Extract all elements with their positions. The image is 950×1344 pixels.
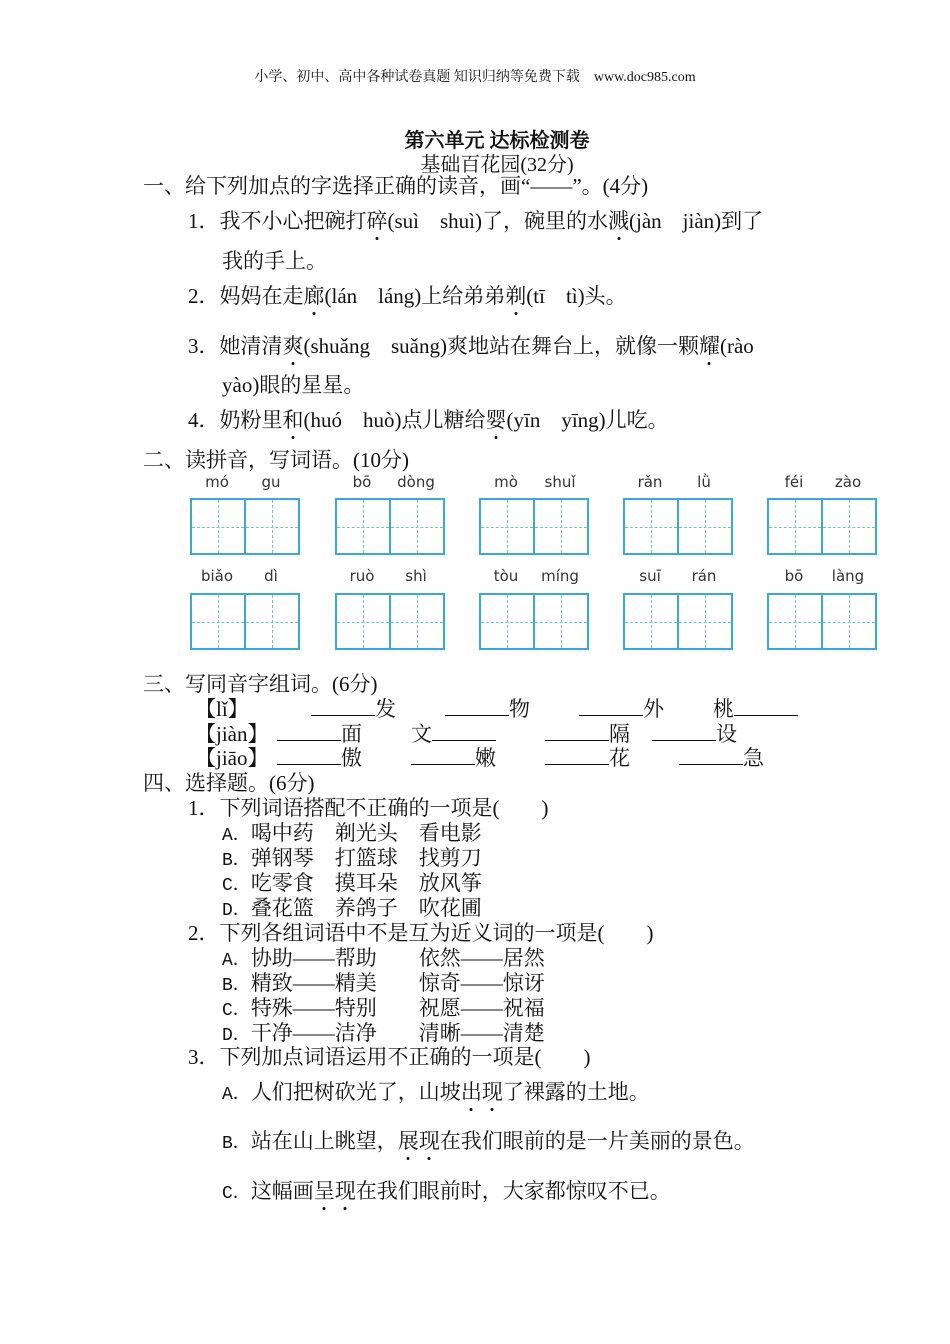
option-text: 人们把树砍光了，山坡 [250, 1080, 461, 1104]
option-text: 喝中药 剃光头 看电影 [250, 821, 482, 845]
pinyin-syllable: shuǐ [544, 473, 576, 491]
writing-grid[interactable] [767, 498, 877, 555]
dotted-char: 现 [418, 1129, 440, 1153]
grid-cell[interactable] [769, 500, 821, 553]
s1-question-3-cont: yào)眼的星星。 [222, 373, 365, 397]
answer-blank[interactable] [277, 746, 341, 765]
dotted-char: 廊 [303, 284, 325, 308]
writing-grid[interactable] [623, 498, 733, 555]
pinyin-label: 【lǐ】 [195, 697, 249, 721]
option-text: 精致——精美 惊奇——惊讶 [250, 971, 545, 995]
pinyin-syllable: bō [784, 567, 804, 585]
s1-question-1 [188, 208, 763, 234]
section1-heading: 一、给下列加点的字选择正确的读音，画“——”。(4分) [143, 174, 649, 198]
grid-cell[interactable] [533, 500, 587, 553]
writing-grid[interactable] [767, 593, 877, 650]
grid-cell[interactable] [337, 595, 389, 648]
option-text: 站在山上眺望， [250, 1129, 398, 1153]
s4-question-2-stem: 2．下列各组词语中不是互为近义词的一项是( ) [188, 921, 654, 945]
option-text: 在我们眼前的是一片美丽的景色。 [439, 1129, 755, 1153]
dotted-char: 剃 [505, 284, 527, 308]
dotted-char: 耀 [698, 334, 720, 358]
grid-cell[interactable] [769, 595, 821, 648]
text: (lán láng)上给弟弟 [324, 284, 506, 308]
text: (shuǎng suǎng)爽地站在舞台上，就像一颗 [303, 334, 699, 358]
grid-cell[interactable] [192, 595, 244, 648]
option-letter: A． [222, 1085, 251, 1105]
text: (yīn yīng)儿吃。 [506, 408, 669, 432]
answer-blank[interactable] [545, 746, 609, 765]
option-text: 弹钢琴 打篮球 找剪刀 [250, 846, 482, 870]
option-text: 吃零食 摸耳朵 放风筝 [250, 871, 482, 895]
s3-row-jiao [195, 745, 764, 771]
option-letter: A． [222, 826, 251, 846]
pinyin-label: 【jiàn】 [195, 722, 269, 746]
text: 妈妈在走 [219, 284, 304, 308]
option-letter: B． [222, 851, 251, 871]
option-letter: C． [222, 876, 251, 896]
grid-cell[interactable] [244, 500, 298, 553]
pinyin-syllable: shì [405, 567, 427, 585]
pinyin-syllable: suī [639, 567, 661, 585]
dotted-word [398, 1129, 440, 1153]
answer-blank[interactable] [679, 746, 743, 765]
option-letter: C． [222, 1001, 251, 1021]
grid-cell[interactable] [821, 595, 875, 648]
pinyin-syllable: zào [834, 473, 862, 491]
writing-grid[interactable] [623, 593, 733, 650]
grid-cell[interactable] [481, 500, 533, 553]
text: (jàn jiàn)到了 [629, 209, 764, 233]
answer-blank[interactable] [311, 697, 375, 716]
option-text: 这幅画 [250, 1179, 314, 1203]
pinyin-syllable: ruò [349, 567, 375, 585]
dotted-char: 爽 [282, 334, 304, 358]
word-char: 外 [643, 697, 664, 721]
text: 她清清 [219, 334, 283, 358]
pinyin-syllable: mó [205, 473, 229, 491]
dotted-char: 现 [334, 1179, 356, 1203]
answer-blank[interactable] [277, 722, 341, 741]
section2-heading: 二、读拼音，写词语。(10分) [143, 448, 409, 472]
dotted-word [314, 1179, 356, 1203]
s3-row-li [195, 696, 734, 722]
grid-cell[interactable] [337, 500, 389, 553]
option-letter: C． [222, 1184, 251, 1204]
pinyin-syllable: gu [261, 473, 281, 491]
answer-blank[interactable] [411, 746, 475, 765]
s1-question-4 [188, 407, 669, 433]
answer-blank[interactable] [432, 722, 496, 741]
word-char: 物 [509, 697, 530, 721]
answer-blank[interactable] [445, 697, 509, 716]
word-char: 隔 [609, 722, 630, 746]
text: 奶粉里 [219, 408, 283, 432]
text: (rào [719, 334, 754, 358]
pinyin-syllable: làng [831, 567, 865, 585]
page-subtitle: 基础百花园(32分) [420, 154, 574, 176]
option-text: 协助——帮助 依然——居然 [250, 946, 545, 970]
option-text: 了裸露的土地。 [502, 1080, 650, 1104]
s1-question-3 [188, 333, 754, 359]
grid-cell[interactable] [677, 500, 731, 553]
dotted-char: 呈 [313, 1179, 335, 1203]
word-char: 急 [743, 746, 764, 770]
section4-heading: 四、选择题。(6分) [143, 771, 315, 795]
option-letter: A． [222, 951, 251, 971]
s1-question-1-cont: 我的手上。 [222, 249, 327, 273]
grid-cell[interactable] [533, 595, 587, 648]
s4-q3-option-b [222, 1128, 755, 1157]
text: (huó huò)点儿糖给 [303, 408, 486, 432]
word-char: 设 [716, 722, 737, 746]
option-text: 干净——洁净 清晰——清楚 [250, 1021, 545, 1045]
grid-cell[interactable] [481, 595, 533, 648]
grid-cell[interactable] [821, 500, 875, 553]
answer-blank[interactable] [579, 697, 643, 716]
grid-cell[interactable] [192, 500, 244, 553]
dotted-char: 现 [481, 1080, 503, 1104]
q-num: 1． [188, 209, 220, 233]
s4-q3-option-c [222, 1178, 671, 1207]
word-char: 文 [411, 722, 432, 746]
pinyin-syllable: dòng [397, 473, 435, 491]
text: 我不小心把碗打 [219, 209, 367, 233]
option-text: 特殊——特别 祝愿——祝福 [250, 996, 545, 1020]
grid-cell[interactable] [625, 500, 677, 553]
grid-cell[interactable] [677, 595, 731, 648]
s4-question-1-stem: 1．下列词语搭配不正确的一项是( ) [188, 796, 549, 820]
pinyin-syllable: míng [541, 567, 579, 585]
option-text: 在我们眼前时，大家都惊叹不已。 [355, 1179, 671, 1203]
pinyin-syllable: bō [352, 473, 372, 491]
s4-q3-option-a [222, 1079, 650, 1108]
option-text: 叠花篮 养鸽子 吹花圃 [250, 896, 482, 920]
option-letter: D． [222, 901, 251, 921]
pinyin-syllable: biǎo [200, 567, 234, 585]
word-char: 花 [609, 746, 630, 770]
s4-question-3-stem: 3．下列加点词语运用不正确的一项是( ) [188, 1045, 591, 1069]
site-header: 小学、初中、高中各种试卷真题 知识归纳等免费下载 www.doc985.com [254, 70, 696, 85]
pinyin-syllable: lǜ [697, 473, 711, 491]
answer-blank[interactable] [545, 722, 609, 741]
q-num: 2． [188, 284, 220, 308]
dotted-word [461, 1080, 503, 1104]
text: (tī tì)头。 [526, 284, 627, 308]
pinyin-syllable: tòu [493, 567, 519, 585]
answer-blank[interactable] [734, 697, 798, 716]
pinyin-syllable: dì [264, 567, 278, 585]
dotted-char: 和 [282, 408, 304, 432]
q-num: 4． [188, 408, 220, 432]
pinyin-syllable: rǎn [637, 473, 663, 491]
word-char: 发 [375, 697, 396, 721]
pinyin-syllable: rán [691, 567, 717, 585]
writing-grid[interactable] [190, 498, 300, 555]
text: (suì shuì)了，碗里的水 [387, 209, 608, 233]
word-char: 面 [341, 722, 362, 746]
pinyin-label: 【jiāo】 [195, 746, 269, 770]
writing-grid[interactable] [479, 593, 589, 650]
word-char: 嫩 [475, 746, 496, 770]
writing-grid[interactable] [190, 593, 300, 650]
grid-cell[interactable] [244, 595, 298, 648]
dotted-char: 溅 [608, 209, 629, 233]
s3-row-jian [195, 721, 737, 747]
dotted-char: 出 [460, 1080, 482, 1104]
grid-cell[interactable] [625, 595, 677, 648]
dotted-char: 婴 [485, 408, 507, 432]
word-char: 傲 [341, 746, 362, 770]
grid-cell[interactable] [389, 500, 443, 553]
option-letter: D． [222, 1026, 251, 1046]
option-letter: B． [222, 1134, 251, 1154]
section3-heading: 三、写同音字组词。(6分) [143, 672, 378, 696]
pinyin-syllable: mò [494, 473, 518, 491]
writing-grid[interactable] [335, 498, 445, 555]
grid-cell[interactable] [389, 595, 443, 648]
q-num: 3． [188, 334, 220, 358]
writing-grid[interactable] [479, 498, 589, 555]
answer-blank[interactable] [652, 722, 716, 741]
pinyin-syllable: féi [784, 473, 804, 491]
dotted-char: 碎 [366, 209, 388, 233]
dotted-char: 展 [397, 1129, 419, 1153]
page-title: 第六单元 达标检测卷 [404, 130, 590, 152]
option-letter: B． [222, 976, 251, 996]
writing-grid[interactable] [335, 593, 445, 650]
s1-question-2 [188, 283, 627, 309]
word-char: 桃 [713, 697, 734, 721]
